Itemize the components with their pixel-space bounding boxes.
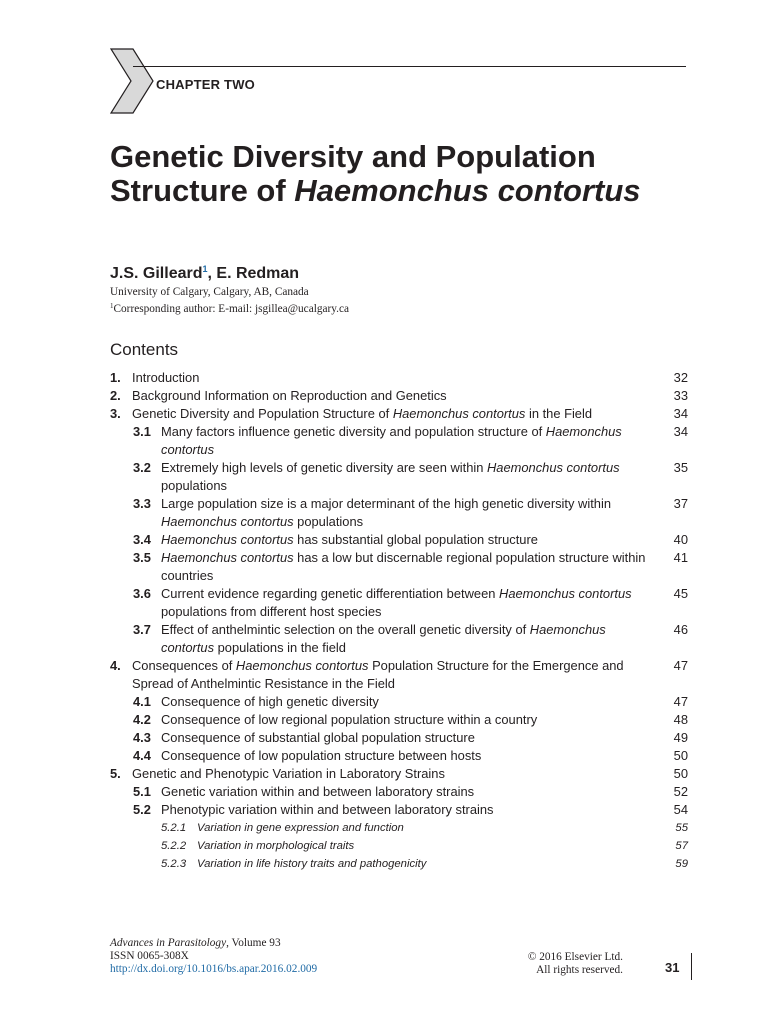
issn: ISSN 0065-308X	[110, 950, 189, 962]
toc-entry-number: 5.2	[133, 802, 151, 817]
toc-entry-page: 52	[673, 784, 688, 799]
toc-entry-number: 1.	[110, 370, 121, 385]
affiliation: University of Calgary, Calgary, AB, Canada	[110, 286, 309, 298]
toc-entry-text: Phenotypic variation within and between laboratory strains	[161, 802, 494, 817]
toc-entry-page: 34	[673, 406, 688, 421]
toc-entry-number: 3.6	[133, 586, 151, 601]
toc-entry-number: 2.	[110, 388, 121, 403]
toc-entry[interactable]	[110, 549, 688, 585]
toc-entry[interactable]	[110, 495, 688, 531]
toc-entry-number: 3.7	[133, 622, 151, 637]
toc-entry-text: Consequence of high genetic diversity	[161, 694, 379, 709]
title-species: Haemonchus contortus	[294, 173, 641, 208]
corresponding-text: Corresponding author: E-mail: jsgillea@ucalgary.ca	[113, 303, 350, 315]
toc-entry-page: 49	[673, 730, 688, 745]
toc-entry-text: Consequence of low regional population structure within a country	[161, 712, 538, 727]
toc-entry-title	[110, 549, 688, 585]
toc-entry-title	[110, 765, 688, 783]
footnote-marker: 1	[110, 302, 114, 310]
toc-entry-number: 4.2	[133, 712, 151, 727]
copyright: © 2016 Elsevier Ltd.	[527, 951, 623, 963]
toc-entry-page: 47	[673, 694, 688, 709]
toc-entry-title	[110, 495, 688, 531]
toc-entry[interactable]	[110, 711, 688, 729]
toc-entry-page: 57	[675, 840, 688, 852]
toc-entry[interactable]	[110, 693, 688, 711]
toc-entry-number: 5.	[110, 766, 121, 781]
table-of-contents	[110, 369, 688, 873]
chapter-rule	[133, 66, 686, 67]
toc-entry-text: Variation in life history traits and pathogenicity	[197, 858, 427, 870]
toc-entry-text: populations from different host species	[161, 604, 382, 619]
toc-entry-title	[110, 585, 688, 621]
toc-entry-page: 33	[673, 388, 688, 403]
toc-entry[interactable]	[110, 783, 688, 801]
toc-entry[interactable]	[110, 531, 688, 549]
toc-entry-text: Many factors influence genetic diversity and population structure of	[161, 424, 546, 439]
author-name: E. Redman	[216, 265, 300, 282]
toc-entry[interactable]	[110, 837, 688, 855]
toc-entry-text: Consequences of	[132, 658, 236, 673]
toc-entry-title	[110, 459, 688, 495]
affiliation-block	[110, 285, 349, 316]
toc-entry-species: Haemonchus contortus	[161, 424, 622, 457]
toc-entry[interactable]	[110, 729, 688, 747]
toc-entry-page: 47	[673, 658, 688, 673]
title-text: Genetic Diversity and Population Structure of	[110, 139, 596, 208]
doi-link[interactable]: http://dx.doi.org/10.1016/bs.apar.2016.02.009	[110, 963, 318, 975]
toc-entry-number: 3.2	[133, 460, 151, 475]
toc-entry-number: 3.4	[133, 532, 151, 547]
author-footnote-marker[interactable]: 1	[202, 264, 208, 274]
toc-entry-text: Introduction	[132, 370, 200, 385]
toc-entry-text: has a low but discernable regional population structure within countries	[161, 550, 646, 583]
toc-entry-text: Background Information on Reproduction and Genetics	[132, 388, 447, 403]
corresponding-author	[110, 299, 349, 316]
toc-entry-page: 40	[673, 532, 688, 547]
toc-entry-number: 4.3	[133, 730, 151, 745]
toc-entry-species: Haemonchus contortus	[499, 586, 632, 601]
toc-entry-text: Variation in morphological traits	[197, 840, 355, 852]
footer-copyright	[500, 951, 623, 977]
toc-entry-title	[110, 837, 688, 855]
toc-entry-page: 48	[673, 712, 688, 727]
toc-entry-page: 45	[673, 586, 688, 601]
toc-entry-text: Consequence of low population structure between hosts	[161, 748, 482, 763]
toc-entry-title	[110, 711, 688, 729]
toc-entry-text: Large population size is a major determinant of the high genetic diversity within	[161, 496, 611, 511]
toc-entry-title	[110, 405, 688, 423]
toc-entry-number: 3.	[110, 406, 121, 421]
toc-entry[interactable]	[110, 387, 688, 405]
toc-entry-text: Current evidence regarding genetic differentiation between	[161, 586, 500, 601]
toc-entry-title	[110, 693, 688, 711]
toc-entry-page: 54	[673, 802, 688, 817]
toc-entry-page: 32	[673, 370, 688, 385]
toc-entry-title	[110, 531, 688, 549]
journal-name: Advances in Parasitology	[110, 937, 227, 949]
toc-entry-text: Genetic and Phenotypic Variation in Laboratory Strains	[132, 766, 445, 781]
toc-entry-species: Haemonchus contortus	[392, 406, 526, 421]
toc-entry-page: 55	[675, 822, 688, 834]
toc-entry-page: 34	[673, 424, 688, 439]
toc-entry-species: Haemonchus contortus	[161, 514, 294, 529]
toc-entry-text: has substantial global population structure	[293, 532, 538, 547]
chapter-label: CHAPTER TWO	[156, 77, 255, 92]
toc-entry-species: Haemonchus contortus	[161, 532, 294, 547]
toc-entry-title	[110, 819, 688, 837]
toc-entry-number: 5.1	[133, 784, 151, 799]
toc-entry-number: 4.1	[133, 694, 151, 709]
toc-entry-species: Haemonchus contortus	[161, 550, 294, 565]
toc-entry[interactable]	[110, 801, 688, 819]
journal-volume: , Volume 93	[226, 937, 281, 949]
toc-entry-number: 5.2.3	[161, 858, 187, 870]
toc-entry[interactable]	[110, 369, 688, 387]
toc-entry-page: 59	[675, 858, 688, 870]
toc-entry[interactable]	[110, 657, 688, 693]
toc-entry-page: 50	[673, 748, 688, 763]
toc-entry-title	[110, 621, 688, 657]
toc-entry-page: 41	[673, 550, 688, 565]
toc-entry-text: Genetic Diversity and Population Structure of	[132, 406, 393, 421]
toc-entry-text: Genetic variation within and between laboratory strains	[161, 784, 475, 799]
page-number-rule	[691, 953, 692, 980]
toc-entry-page: 35	[673, 460, 688, 475]
toc-entry-number: 3.1	[133, 424, 151, 439]
toc-entry-title	[110, 855, 688, 873]
toc-entry[interactable]	[110, 459, 688, 495]
toc-entry-text: Extremely high levels of genetic diversity are seen within	[161, 460, 487, 475]
toc-entry-text: Consequence of substantial global population structure	[161, 730, 475, 745]
toc-entry-species: Haemonchus contortus	[487, 460, 620, 475]
toc-entry[interactable]	[110, 585, 688, 621]
footer-publication-info	[110, 937, 317, 976]
toc-entry[interactable]	[110, 423, 688, 459]
toc-entry-text: Population Structure for the Emergence and Spread of Anthelmintic Resistance in the Field	[132, 658, 624, 691]
toc-entry-text: Effect of anthelmintic selection on the overall genetic diversity of	[161, 622, 530, 637]
toc-entry-text: populations	[293, 514, 364, 529]
toc-entry-title	[110, 801, 688, 819]
toc-entry-page: 50	[673, 766, 688, 781]
authors	[110, 264, 299, 283]
toc-entry[interactable]	[110, 855, 688, 873]
toc-entry[interactable]	[110, 747, 688, 765]
chapter-chevron-icon	[109, 47, 155, 115]
toc-entry-page: 46	[673, 622, 688, 637]
toc-entry-number: 4.4	[133, 748, 151, 763]
toc-entry-species: Haemonchus contortus	[235, 658, 369, 673]
toc-entry-text: in the Field	[525, 406, 593, 421]
toc-entry-species: Haemonchus contortus	[161, 622, 606, 655]
author-separator: ,	[207, 265, 217, 282]
toc-entry-text: populations in the field	[214, 640, 346, 655]
rights: All rights reserved.	[536, 964, 623, 976]
toc-entry-text: populations	[161, 478, 227, 493]
toc-entry-number: 3.5	[133, 550, 151, 565]
author-name: J.S. Gilleard	[110, 265, 203, 282]
page-number: 31	[665, 960, 680, 975]
chapter-title	[110, 140, 700, 208]
contents-heading: Contents	[110, 340, 179, 359]
toc-entry-number: 3.3	[133, 496, 151, 511]
toc-entry[interactable]	[110, 765, 688, 783]
toc-entry-title	[110, 657, 688, 693]
toc-entry-number: 4.	[110, 658, 121, 673]
toc-entry-title	[110, 783, 688, 801]
toc-entry-text: Variation in gene expression and function	[197, 822, 404, 834]
toc-entry-number: 5.2.1	[161, 822, 187, 834]
toc-entry-title	[110, 423, 688, 459]
toc-entry[interactable]	[110, 405, 688, 423]
toc-entry-title	[110, 729, 688, 747]
toc-entry-number: 5.2.2	[161, 840, 187, 852]
toc-entry[interactable]	[110, 819, 688, 837]
toc-entry[interactable]	[110, 621, 688, 657]
toc-entry-title	[110, 369, 688, 387]
toc-entry-title	[110, 747, 688, 765]
toc-entry-title	[110, 387, 688, 405]
toc-entry-page: 37	[673, 496, 688, 511]
